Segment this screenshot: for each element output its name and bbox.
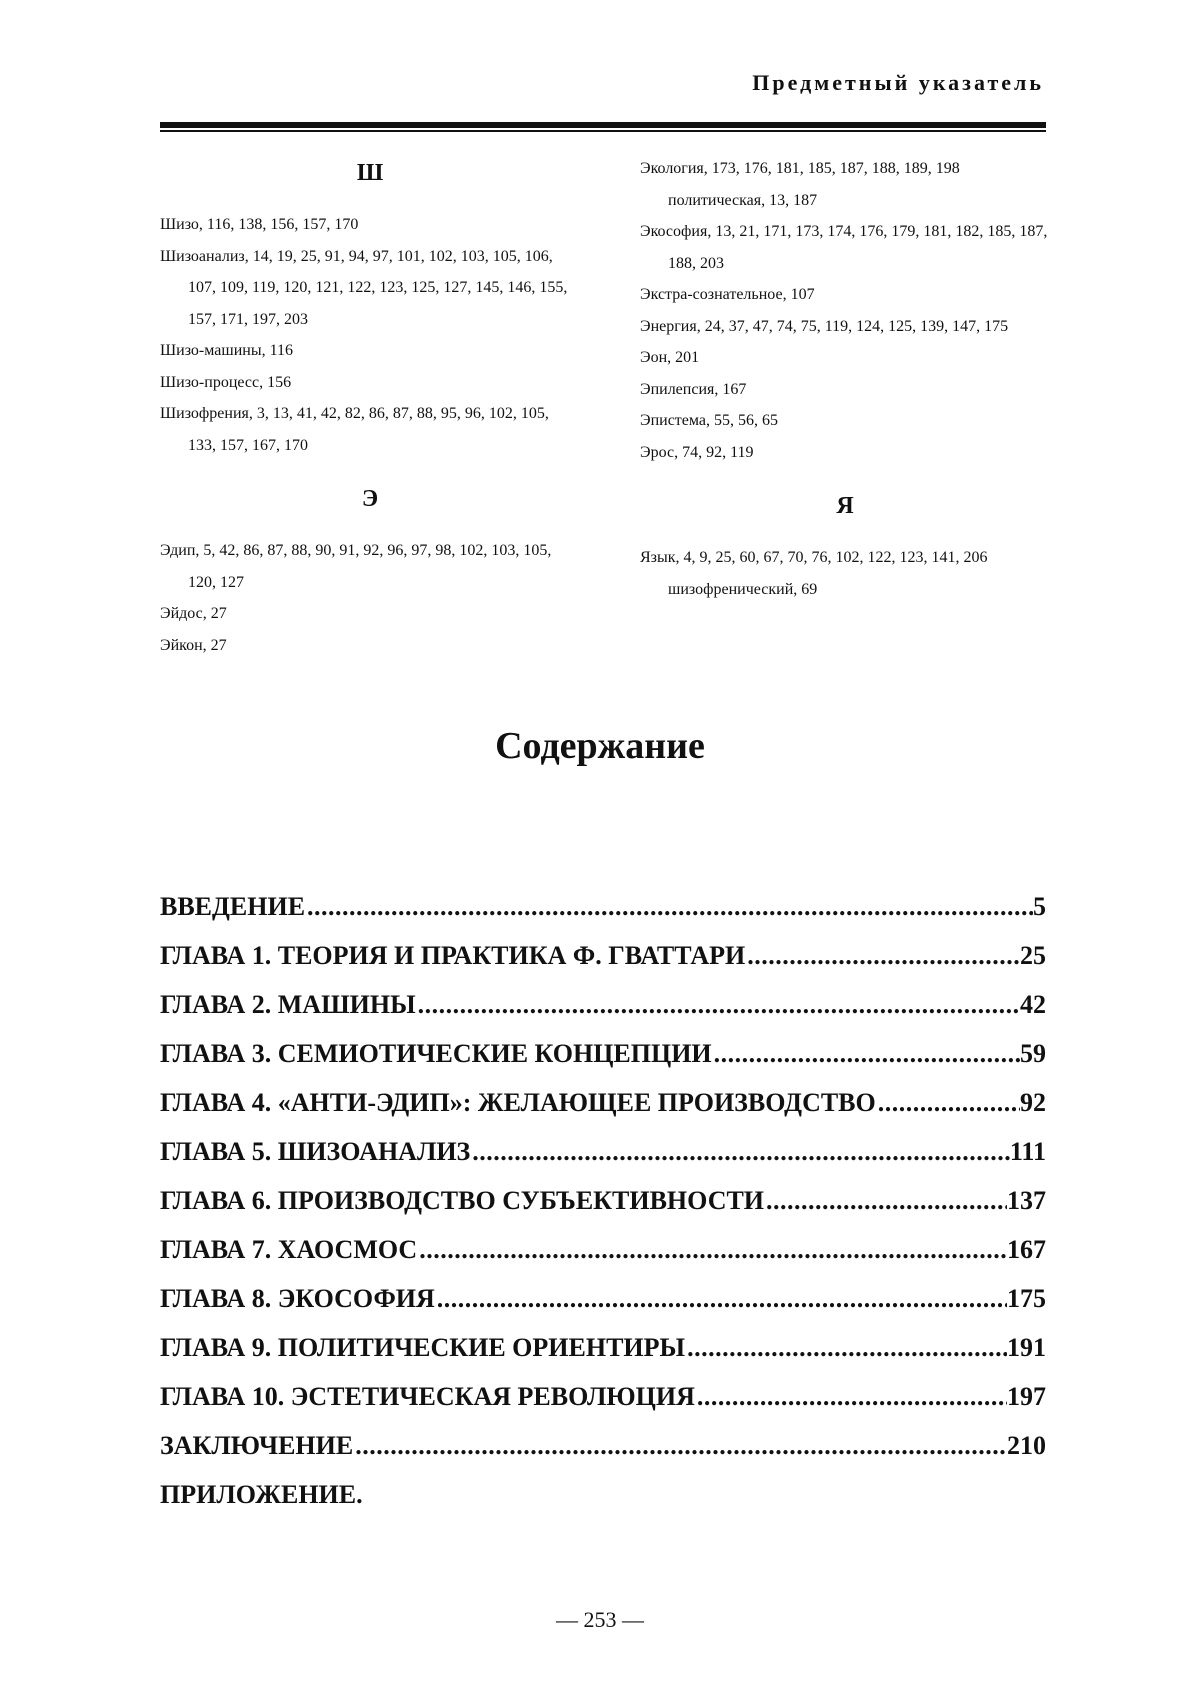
index-entry: Энергия, 24, 37, 47, 74, 75, 119, 124, 125, 139, 147, 175: [640, 317, 1009, 335]
toc-item-label: ГЛАВА 10. ЭСТЕТИЧЕСКАЯ РЕВОЛЮЦИЯ: [160, 1382, 695, 1411]
toc-item-page: 191: [1007, 1333, 1046, 1362]
page-number: — 253 —: [556, 1607, 644, 1632]
toc-item-page: 175: [1007, 1284, 1046, 1313]
toc-item: [160, 990, 1046, 1039]
toc-item: [160, 1137, 1046, 1186]
index-subentry: шизофренический, 69: [668, 580, 818, 598]
index-entry: Эдип, 5, 42, 86, 87, 88, 90, 91, 92, 96, 97, 98, 102, 103, 105, 120, 127: [160, 542, 552, 591]
toc-item: [160, 1333, 1046, 1382]
toc-item: [160, 941, 1046, 990]
toc-leader-dots: [876, 1088, 1020, 1118]
toc-item-label: ГЛАВА 6. ПРОИЗВОДСТВО СУБЪЕКТИВНОСТИ: [160, 1186, 765, 1215]
index-entry: Эйдос, 27: [160, 605, 227, 622]
toc-item-page: 92: [1020, 1088, 1046, 1117]
toc-item-label: ВВЕДЕНИЕ: [160, 892, 306, 921]
toc-item: [160, 1431, 1046, 1480]
toc-leader-dots: [764, 1186, 1007, 1216]
index-entry: Эйкон, 27: [160, 636, 227, 654]
toc-leader-dots: [712, 1039, 1020, 1069]
toc-item: [160, 1088, 1046, 1137]
toc-item-page: 111: [1009, 1137, 1046, 1166]
toc-item-page: 5: [1033, 892, 1046, 921]
toc-item-label: ГЛАВА 9. ПОЛИТИЧЕСКИЕ ОРИЕНТИРЫ: [160, 1333, 686, 1362]
toc-item-label: ГЛАВА 1. ТЕОРИЯ И ПРАКТИКА Ф. ГВАТТАРИ: [160, 941, 746, 970]
toc-item: [160, 1235, 1046, 1284]
toc-item-label: ГЛАВА 7. ХАОСМОС: [160, 1235, 418, 1264]
index-entry: Шизофрения, 3, 13, 41, 42, 82, 86, 87, 88, 95, 96, 102, 105, 133, 157, 167, 170: [160, 405, 549, 454]
toc-leader-dots: [685, 1333, 1007, 1363]
toc-item-label: ГЛАВА 5. ШИЗОАНАЛИЗ: [160, 1137, 471, 1166]
index-entry: Эрос, 74, 92, 119: [640, 443, 754, 461]
toc-item-page: 167: [1007, 1235, 1046, 1264]
toc-leader-dots: [353, 1431, 1007, 1461]
toc-item-page: 42: [1020, 990, 1046, 1019]
index-column-left: [160, 153, 580, 661]
index-entry: Экософия, 13, 21, 171, 173, 174, 176, 179, 181, 182, 185, 187, 188, 203: [640, 223, 1048, 272]
toc-title: Содержание: [495, 725, 705, 767]
toc-leader-dots: [435, 1284, 1007, 1314]
toc-item-label: ЗАКЛЮЧЕНИЕ: [160, 1431, 354, 1460]
index-entry: Шизо-машины, 116: [160, 342, 293, 359]
index-letter: Ш: [356, 160, 384, 186]
toc-item-label: ГЛАВА 4. «АНТИ-ЭДИП»: ЖЕЛАЮЩЕЕ ПРОИЗВОДСТВО: [160, 1088, 876, 1117]
index-entry: Эпилепсия, 167: [640, 380, 747, 398]
index-entry: Шизо-процесс, 156: [160, 373, 292, 391]
index-letter: Я: [836, 493, 854, 519]
toc-item: [160, 1480, 1046, 1529]
toc-leader-dots: [470, 1137, 1010, 1167]
index-entry: Экстра-сознательное, 107: [640, 286, 815, 303]
toc-leader-dots: [695, 1382, 1007, 1412]
toc-item-label: ПРИЛОЖЕНИЕ.: [160, 1480, 363, 1509]
index-entry: Язык, 4, 9, 25, 60, 67, 70, 76, 102, 122, 123, 141, 206: [640, 549, 988, 566]
index-column-right: [640, 153, 1050, 605]
toc-item: [160, 1186, 1046, 1235]
toc-item-page: 197: [1007, 1382, 1046, 1411]
toc-item-page: 137: [1007, 1186, 1046, 1215]
header-rule-thin: [160, 130, 1046, 132]
running-header: Предметный указатель: [752, 70, 1044, 95]
toc-leader-dots: [416, 990, 1020, 1020]
index-entry: Шизоанализ, 14, 19, 25, 91, 94, 97, 101, 102, 103, 105, 106, 107, 109, 119, 120, 121, 122, 123, 125, 127, 145, 146, 155, 157, 171, 197, 203: [160, 247, 568, 328]
index-entry: Эон, 201: [640, 349, 700, 366]
toc-leader-dots: [305, 892, 1033, 922]
toc-item: [160, 1382, 1046, 1431]
header-rule-thick: [160, 122, 1046, 128]
toc-item-page: 59: [1020, 1039, 1046, 1068]
toc-item-label: ГЛАВА 8. ЭКОСОФИЯ: [160, 1284, 435, 1313]
toc-item: [160, 892, 1046, 941]
index-letter: Э: [361, 486, 379, 512]
toc-item-label: ГЛАВА 2. МАШИНЫ: [160, 990, 416, 1019]
index-entry: Шизо, 116, 138, 156, 157, 170: [160, 216, 359, 233]
index-entry: Экология, 173, 176, 181, 185, 187, 188, 189, 198: [640, 160, 960, 177]
index-subentry: политическая, 13, 187: [668, 191, 818, 209]
toc-item-page: 25: [1020, 941, 1046, 970]
toc-item-label: ГЛАВА 3. СЕМИОТИЧЕСКИЕ КОНЦЕПЦИИ: [160, 1039, 712, 1068]
toc-leader-dots: [745, 941, 1020, 971]
index-entry: Эпистема, 55, 56, 65: [640, 412, 778, 429]
toc-leader-dots: [417, 1235, 1007, 1265]
toc-item: [160, 1039, 1046, 1088]
toc-item: [160, 1284, 1046, 1333]
toc-list: [160, 892, 1046, 1529]
toc-item-page: 210: [1007, 1431, 1046, 1460]
